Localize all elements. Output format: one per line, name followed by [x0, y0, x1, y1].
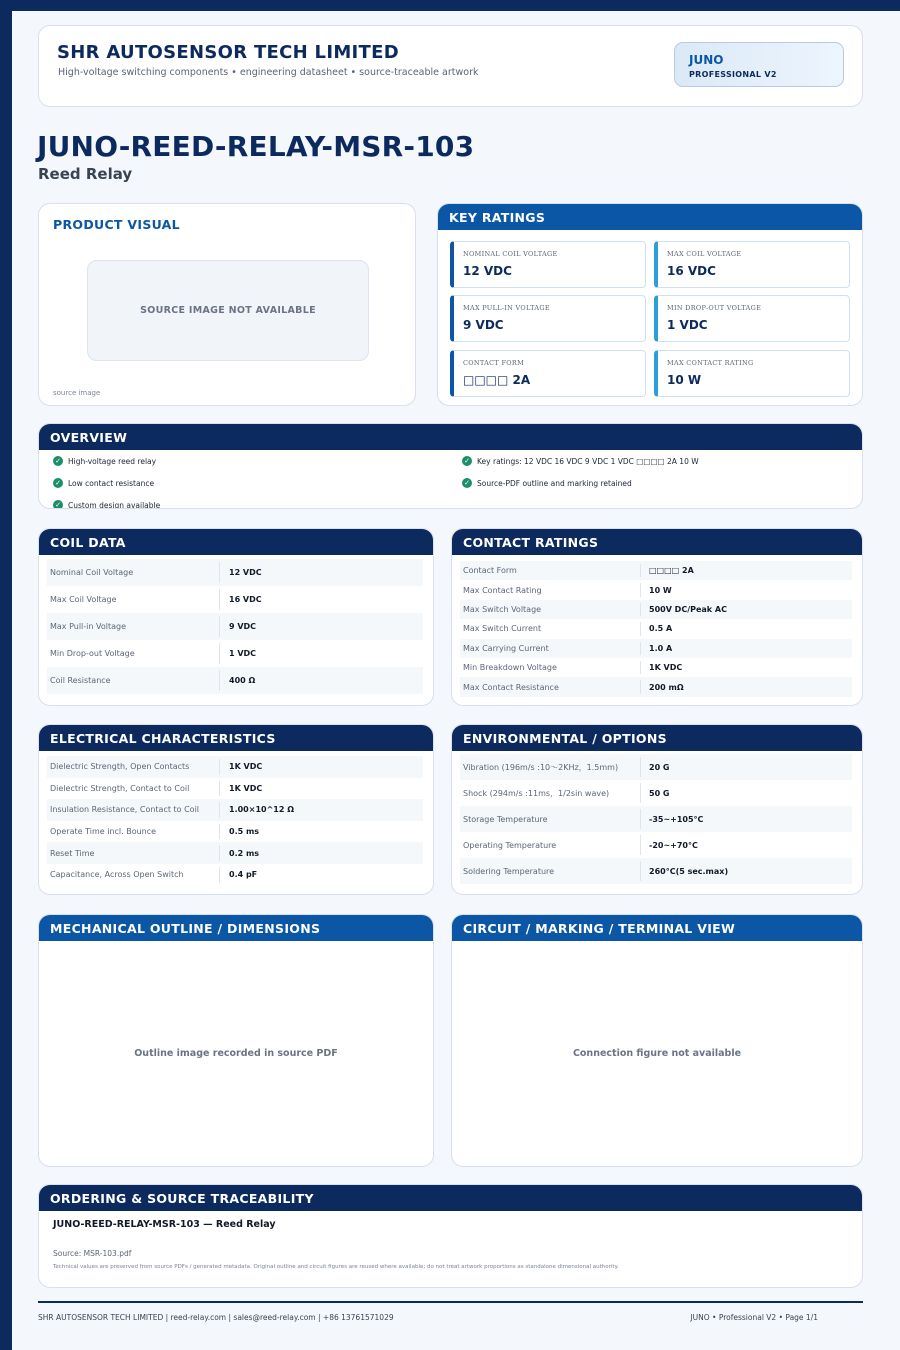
- traceability-note: Technical values are preserved from source PDFs / generated metadata. Original outline and circuit figures are reused where available; do not treat artwork proportions as standalone dimensional authority.: [53, 1264, 619, 1270]
- product-image-caption: source image: [53, 389, 101, 397]
- rating-label: CONTACT FORM: [463, 359, 525, 367]
- contact-ratings-title: CONTACT RATINGS: [452, 529, 862, 555]
- check-icon: ✓: [462, 456, 472, 466]
- key-ratings-title: KEY RATINGS: [438, 204, 862, 230]
- footer-contact: SHR AUTOSENSOR TECH LIMITED | reed-relay.com | sales@reed-relay.com | +86 13761571029: [38, 1313, 394, 1322]
- product-image-placeholder: SOURCE IMAGE NOT AVAILABLE: [87, 260, 369, 361]
- check-icon: ✓: [53, 500, 63, 509]
- table-row: Capacitance, Across Open Switch 0.4 pF: [47, 864, 423, 886]
- table-row: Nominal Coil Voltage 12 VDC: [47, 559, 423, 586]
- electrical-characteristics-card: [38, 724, 434, 895]
- rating-value: 9 VDC: [463, 318, 504, 332]
- table-row: Max Carrying Current 1.0 A: [460, 639, 852, 658]
- table-row: Soldering Temperature 260°C(5 sec.max): [460, 858, 852, 884]
- rating-label: MIN DROP-OUT VOLTAGE: [667, 304, 762, 312]
- footer-divider: [38, 1301, 863, 1303]
- overview-card: [38, 423, 863, 509]
- electrical-table: [47, 756, 423, 886]
- table-row: Max Contact Resistance 200 mΩ: [460, 677, 852, 696]
- rating-label: NOMINAL COIL VOLTAGE: [463, 250, 558, 258]
- overview-item: ✓ Custom design available: [53, 500, 160, 509]
- table-row: Max Pull-in Voltage 9 VDC: [47, 613, 423, 640]
- coil-data-title: COIL DATA: [39, 529, 433, 555]
- table-row: Dielectric Strength, Open Contacts 1K VDC: [47, 756, 423, 778]
- left-accent-bar: [0, 0, 12, 1350]
- outline-figure-placeholder: Outline image recorded in source PDF: [134, 1048, 338, 1059]
- rating-tile: [450, 295, 646, 342]
- overview-item: ✓ High-voltage reed relay: [53, 456, 156, 466]
- circuit-marking-title: CIRCUIT / MARKING / TERMINAL VIEW: [452, 915, 862, 941]
- coil-data-table: [47, 559, 423, 694]
- check-icon: ✓: [462, 478, 472, 488]
- environmental-options-card: [451, 724, 863, 895]
- rating-tile: [450, 350, 646, 397]
- environmental-table: [460, 754, 852, 884]
- table-row: Operating Temperature -20~+70°C: [460, 832, 852, 858]
- rating-value: 1 VDC: [667, 318, 708, 332]
- overview-title: OVERVIEW: [39, 424, 862, 450]
- rating-value: 12 VDC: [463, 264, 512, 278]
- top-accent-bar: [0, 0, 900, 11]
- connection-figure-placeholder: Connection figure not available: [572, 1048, 742, 1059]
- footer-page-info: JUNO • Professional V2 • Page 1/1: [690, 1313, 818, 1322]
- rating-label: MAX COIL VOLTAGE: [667, 250, 742, 258]
- mechanical-outline-card: [38, 914, 434, 1167]
- company-header: [38, 25, 863, 107]
- product-visual-title: PRODUCT VISUAL: [53, 217, 180, 232]
- key-ratings-card: [437, 203, 863, 406]
- overview-item: ✓ Source-PDF outline and marking retained: [462, 478, 632, 488]
- rating-tile: [654, 241, 850, 288]
- rating-value: □□□□ 2A: [463, 373, 531, 387]
- rating-tile: [450, 241, 646, 288]
- table-row: Max Coil Voltage 16 VDC: [47, 586, 423, 613]
- table-row: Contact Form □□□□ 2A: [460, 561, 852, 580]
- contact-ratings-card: [451, 528, 863, 706]
- product-title: JUNO-REED-RELAY-MSR-103: [37, 130, 475, 163]
- ordering-product-line: JUNO-REED-RELAY-MSR-103 — Reed Relay: [53, 1219, 276, 1230]
- table-row: Storage Temperature -35~+105°C: [460, 806, 852, 832]
- table-row: Insulation Resistance, Contact to Coil 1.00×10^12 Ω: [47, 799, 423, 821]
- environmental-options-title: ENVIRONMENTAL / OPTIONS: [452, 725, 862, 751]
- table-row: Reset Time 0.2 ms: [47, 842, 423, 864]
- table-row: Min Drop-out Voltage 1 VDC: [47, 640, 423, 667]
- mechanical-outline-title: MECHANICAL OUTLINE / DIMENSIONS: [39, 915, 433, 941]
- rating-tile: [654, 295, 850, 342]
- electrical-characteristics-title: ELECTRICAL CHARACTERISTICS: [39, 725, 433, 751]
- table-row: Shock (294m/s :11ms，1/2sin wave) 50 G: [460, 780, 852, 806]
- circuit-marking-card: [451, 914, 863, 1167]
- product-visual-card: [38, 203, 416, 406]
- coil-data-card: [38, 528, 434, 706]
- series-badge-name: JUNO: [689, 53, 724, 67]
- product-subtitle: Reed Relay: [38, 165, 133, 183]
- table-row: Vibration (196m/s :10～2KHz，1.5mm) 20 G: [460, 754, 852, 780]
- table-row: Min Breakdown Voltage 1K VDC: [460, 658, 852, 677]
- company-tagline: High-voltage switching components • engineering datasheet • source-traceable artwork: [58, 67, 479, 78]
- rating-tile: [654, 350, 850, 397]
- overview-item: ✓ Key ratings: 12 VDC 16 VDC 9 VDC 1 VDC □□□□ 2A 10 W: [462, 456, 699, 466]
- table-row: Dielectric Strength, Contact to Coil 1K VDC: [47, 778, 423, 800]
- ordering-traceability-card: [38, 1184, 863, 1288]
- table-row: Operate Time incl. Bounce 0.5 ms: [47, 821, 423, 843]
- ordering-title: ORDERING & SOURCE TRACEABILITY: [39, 1185, 862, 1211]
- rating-value: 10 W: [667, 373, 702, 387]
- source-file: Source: MSR-103.pdf: [53, 1249, 132, 1258]
- contact-ratings-table: [460, 561, 852, 697]
- rating-value: 16 VDC: [667, 264, 716, 278]
- check-icon: ✓: [53, 478, 63, 488]
- overview-item: ✓ Low contact resistance: [53, 478, 154, 488]
- table-row: Max Switch Voltage 500V DC/Peak AC: [460, 600, 852, 619]
- table-row: Max Contact Rating 10 W: [460, 580, 852, 599]
- rating-label: MAX CONTACT RATING: [667, 359, 754, 367]
- table-row: Max Switch Current 0.5 A: [460, 619, 852, 638]
- series-badge: [674, 42, 844, 87]
- table-row: Coil Resistance 400 Ω: [47, 667, 423, 694]
- company-name: SHR AUTOSENSOR TECH LIMITED: [57, 42, 399, 63]
- check-icon: ✓: [53, 456, 63, 466]
- rating-label: MAX PULL-IN VOLTAGE: [463, 304, 550, 312]
- series-badge-edition: PROFESSIONAL V2: [689, 70, 777, 79]
